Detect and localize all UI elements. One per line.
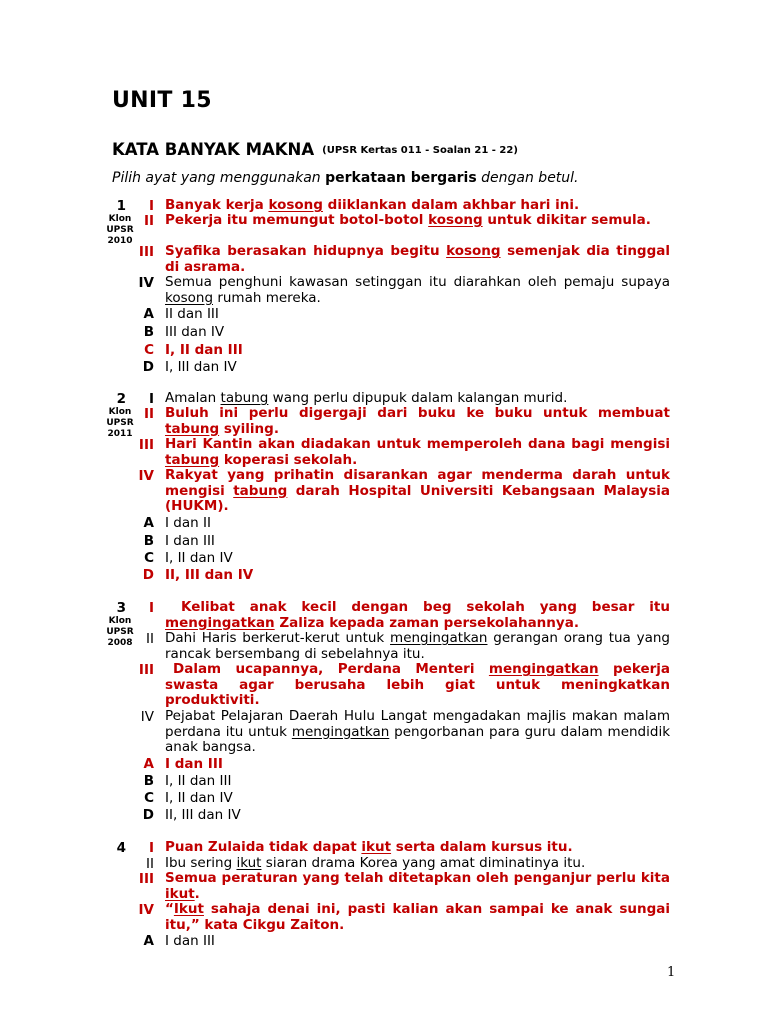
underlined-word: mengingatkan xyxy=(165,614,275,631)
instruction xyxy=(112,170,579,186)
underlined-word: kosong xyxy=(446,243,501,259)
underlined-word: kosong xyxy=(165,289,214,306)
underlined-word: mengingatkan xyxy=(488,661,599,677)
topic-heading xyxy=(112,140,518,159)
instruction-post: dengan betul. xyxy=(481,170,579,186)
instruction-bold: perkataan bergaris xyxy=(325,170,477,186)
klon-source: Klon UPSR 2011 xyxy=(106,407,134,439)
underlined-word: tabung xyxy=(220,390,269,406)
underlined-word: mengingatkan xyxy=(291,723,390,740)
question-number: 1 xyxy=(116,198,126,214)
underlined-word: mengingatkan xyxy=(390,630,488,646)
underlined-word: tabung xyxy=(165,420,220,437)
underlined-word: ikut xyxy=(361,839,392,855)
underlined-word: ikut xyxy=(236,855,262,871)
question-number: 4 xyxy=(116,840,126,856)
klon-source: Klon UPSR 2010 xyxy=(106,214,134,246)
underlined-word: tabung xyxy=(233,482,288,499)
topic-title: KATA BANYAK MAKNA xyxy=(112,140,315,159)
underlined-word: ikut xyxy=(165,885,195,902)
question-number: 3 xyxy=(116,600,126,616)
underlined-word: tabung xyxy=(165,451,220,468)
question-number: 2 xyxy=(116,391,126,407)
topic-reference: (UPSR Kertas 011 - Soalan 21 - 22) xyxy=(322,145,518,156)
page-number: 1 xyxy=(667,965,676,980)
instruction-pre: Pilih ayat yang menggunakan xyxy=(112,170,321,186)
underlined-word: Ikut xyxy=(173,901,204,917)
klon-source: Klon UPSR 2008 xyxy=(106,616,134,648)
underlined-word: kosong xyxy=(268,197,323,213)
underlined-word: kosong xyxy=(428,212,483,228)
unit-title: UNIT 15 xyxy=(112,88,212,113)
